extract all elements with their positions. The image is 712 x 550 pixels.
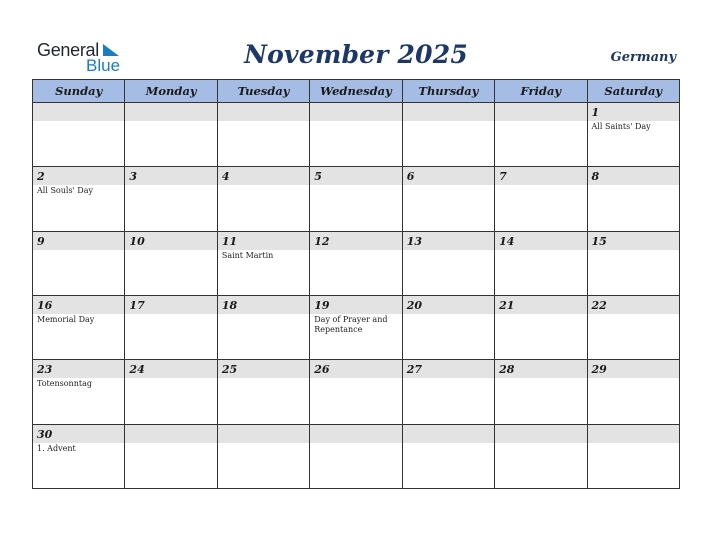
day-cell bbox=[33, 231, 125, 295]
day-number: 21 bbox=[495, 296, 586, 314]
day-cell bbox=[217, 424, 309, 488]
calendar-title: November 2025 bbox=[244, 40, 468, 69]
day-cell bbox=[402, 231, 494, 295]
country-label: Germany bbox=[610, 50, 676, 65]
day-cell bbox=[217, 231, 309, 295]
week-row bbox=[33, 231, 680, 295]
day-number: 1 bbox=[588, 103, 679, 121]
day-cell bbox=[495, 360, 587, 424]
logo-text-blue: Blue bbox=[86, 56, 121, 75]
holiday-label: 1. Advent bbox=[37, 443, 76, 453]
week-row bbox=[33, 360, 680, 424]
day-number bbox=[125, 425, 216, 443]
day-number bbox=[310, 103, 401, 121]
day-number bbox=[403, 103, 494, 121]
day-cell bbox=[125, 103, 217, 167]
day-number: 25 bbox=[218, 360, 309, 378]
holiday-label: All Souls' Day bbox=[37, 186, 93, 196]
weekday-header: Tuesday bbox=[217, 80, 309, 103]
week-row bbox=[33, 167, 680, 231]
day-number: 5 bbox=[310, 167, 401, 185]
day-number: 30 bbox=[33, 425, 124, 443]
day-cell bbox=[217, 167, 309, 231]
day-cell bbox=[310, 424, 402, 488]
day-number: 24 bbox=[125, 360, 216, 378]
day-number: 15 bbox=[588, 232, 679, 250]
day-number: 14 bbox=[495, 232, 586, 250]
day-cell bbox=[587, 231, 679, 295]
day-number: 2 bbox=[33, 167, 124, 185]
weekday-header-row bbox=[33, 80, 680, 103]
day-number: 23 bbox=[33, 360, 124, 378]
calendar-grid bbox=[32, 79, 680, 489]
weekday-header: Thursday bbox=[402, 80, 494, 103]
holiday-label: Saint Martin bbox=[221, 250, 274, 260]
day-cell bbox=[310, 360, 402, 424]
day-number: 8 bbox=[588, 167, 679, 185]
day-cell bbox=[495, 424, 587, 488]
day-number: 17 bbox=[125, 296, 216, 314]
day-number: 3 bbox=[125, 167, 216, 185]
weekday-header: Saturday bbox=[587, 80, 679, 103]
day-number: 4 bbox=[218, 167, 309, 185]
day-cell bbox=[495, 103, 587, 167]
day-cell bbox=[33, 103, 125, 167]
holiday-label: All Saints' Day bbox=[591, 122, 651, 131]
day-number: 29 bbox=[588, 360, 679, 378]
day-number bbox=[495, 425, 586, 443]
day-number: 16 bbox=[33, 296, 124, 314]
day-cell bbox=[217, 360, 309, 424]
day-number: 7 bbox=[495, 167, 586, 185]
day-number: 11 bbox=[218, 232, 309, 250]
weekday-header: Sunday bbox=[33, 80, 125, 103]
day-number bbox=[125, 103, 216, 121]
day-cell bbox=[587, 103, 679, 167]
day-number: 26 bbox=[310, 360, 401, 378]
day-number: 19 bbox=[310, 296, 401, 314]
day-cell bbox=[310, 231, 402, 295]
day-cell bbox=[310, 167, 402, 231]
day-cell bbox=[125, 167, 217, 231]
day-cell bbox=[587, 295, 679, 359]
day-cell bbox=[402, 103, 494, 167]
day-number bbox=[218, 103, 309, 121]
day-number bbox=[495, 103, 586, 121]
day-number bbox=[310, 425, 401, 443]
day-cell bbox=[125, 424, 217, 488]
day-cell bbox=[587, 424, 679, 488]
day-number: 13 bbox=[403, 232, 494, 250]
calendar-body bbox=[33, 103, 680, 489]
weekday-header: Monday bbox=[125, 80, 217, 103]
day-cell bbox=[402, 295, 494, 359]
weekday-header: Friday bbox=[495, 80, 587, 103]
day-cell bbox=[33, 424, 125, 488]
day-cell bbox=[495, 231, 587, 295]
day-number: 9 bbox=[33, 232, 124, 250]
day-number bbox=[218, 425, 309, 443]
day-number bbox=[588, 425, 679, 443]
day-number: 27 bbox=[403, 360, 494, 378]
day-cell bbox=[33, 360, 125, 424]
day-cell bbox=[125, 360, 217, 424]
day-cell bbox=[217, 103, 309, 167]
weekday-header: Wednesday bbox=[310, 80, 402, 103]
week-row bbox=[33, 424, 680, 488]
day-cell bbox=[587, 360, 679, 424]
holiday-label: Memorial Day bbox=[37, 314, 95, 324]
day-number bbox=[403, 425, 494, 443]
day-cell bbox=[33, 295, 125, 359]
day-cell bbox=[125, 295, 217, 359]
day-number: 10 bbox=[125, 232, 216, 250]
logo-text-general: General bbox=[37, 40, 99, 60]
day-cell bbox=[402, 167, 494, 231]
day-cell bbox=[310, 103, 402, 167]
day-cell bbox=[587, 167, 679, 231]
day-number: 12 bbox=[310, 232, 401, 250]
day-number: 22 bbox=[588, 296, 679, 314]
week-row bbox=[33, 295, 680, 359]
holiday-label: Totensonntag bbox=[37, 379, 92, 389]
day-number: 20 bbox=[403, 296, 494, 314]
day-number: 6 bbox=[403, 167, 494, 185]
day-number bbox=[33, 103, 124, 121]
day-cell bbox=[402, 424, 494, 488]
holiday-label: Day of Prayer and Repentance bbox=[314, 314, 388, 334]
day-cell bbox=[495, 167, 587, 231]
day-number: 28 bbox=[495, 360, 586, 378]
day-number: 18 bbox=[218, 296, 309, 314]
day-cell bbox=[495, 295, 587, 359]
day-cell bbox=[125, 231, 217, 295]
week-row bbox=[33, 103, 680, 167]
day-cell bbox=[217, 295, 309, 359]
day-cell bbox=[402, 360, 494, 424]
day-cell bbox=[310, 295, 402, 359]
day-cell bbox=[33, 167, 125, 231]
